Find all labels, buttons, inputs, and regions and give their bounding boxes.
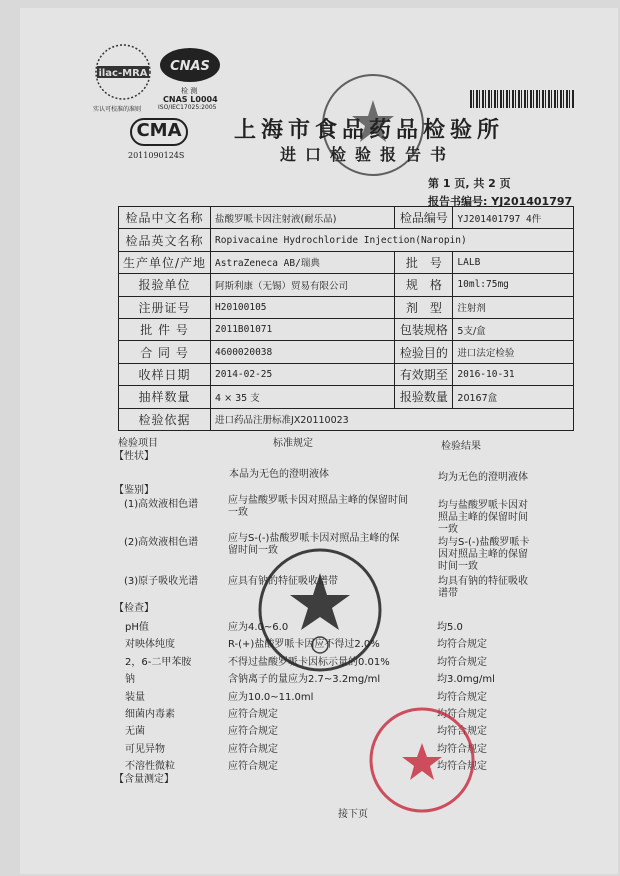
value: 20167盒	[453, 386, 574, 408]
test-item: 装量	[125, 691, 145, 703]
appearance-standard: 本品为无色的澄明液体	[229, 469, 329, 480]
value: 10ml:75mg	[453, 274, 574, 296]
test-res: 均符合规定	[437, 691, 487, 703]
value: 进口药品注册标准JX20110023	[211, 408, 574, 430]
table-row	[119, 229, 574, 251]
test-item: 可见异物	[125, 743, 165, 755]
label: 规 格	[395, 274, 453, 296]
label: 报验单位	[119, 274, 211, 296]
test-res: 均3.0mg/ml	[437, 674, 495, 686]
section-appearance: 【性状】	[114, 451, 154, 462]
value: 盐酸罗哌卡因注射液(耐乐品)	[211, 207, 395, 229]
test-std: 应为10.0~11.0ml	[228, 691, 314, 703]
label: 检验依据	[119, 408, 211, 430]
value: 2014-02-25	[211, 363, 395, 385]
label: 生产单位/产地	[119, 251, 211, 273]
label: 检品英文名称	[119, 229, 211, 251]
sample-info-table	[118, 206, 574, 431]
test-item: 细菌内毒素	[125, 709, 175, 720]
test-std: 不得过盐酸罗哌卡因标示量的0.01%	[228, 656, 390, 668]
id-result: 均与S-(-)盐酸罗哌卡因对照品主峰的保留时间一致	[438, 537, 530, 572]
label: 有效期至	[395, 363, 453, 385]
value: 注射剂	[453, 296, 574, 318]
value: 进口法定检验	[453, 341, 574, 363]
cma-number: 2011090124S	[128, 151, 185, 160]
table-row	[119, 341, 574, 363]
col-standard-header: 标准规定	[273, 438, 313, 449]
table-row	[119, 363, 574, 385]
test-res: 均符合规定	[437, 761, 487, 773]
col-item-header: 检验项目	[118, 438, 158, 449]
table-row	[119, 408, 574, 430]
cnas-number: CNAS L0004	[163, 95, 218, 104]
continued-note: 接下页	[338, 809, 368, 820]
test-res: 均5.0	[437, 622, 463, 633]
table-row	[119, 251, 574, 273]
company-seal-black	[255, 545, 385, 675]
section-tests: 【检查】	[114, 603, 154, 614]
test-res: 均符合规定	[437, 726, 487, 738]
col-result-header: 检验结果	[441, 441, 481, 452]
test-std: 应符合规定	[228, 761, 278, 773]
page-info: 第 1 页, 共 2 页	[428, 177, 511, 190]
value: Ropivacaine Hydrochloride Injection(Naropin)	[211, 229, 574, 251]
ilac-caption: 实认可校准的准则	[93, 106, 142, 113]
svg-text:CNAS: CNAS	[170, 59, 210, 74]
value: H20100105	[211, 296, 395, 318]
label: 检验目的	[395, 341, 453, 363]
test-res: 均符合规定	[437, 639, 487, 651]
table-row	[119, 318, 574, 340]
value: 4600020038	[211, 341, 395, 363]
doc-title: 进口检验报告书	[280, 145, 456, 164]
value: YJ201401797 4件	[453, 207, 574, 229]
org-title: 上海市食品药品检验所	[234, 118, 505, 143]
value: 2011B01071	[211, 318, 395, 340]
table-row	[119, 296, 574, 318]
table-row	[119, 386, 574, 408]
table-row	[119, 274, 574, 296]
id-item: (1)高效液相色谱	[124, 499, 199, 510]
label: 合 同 号	[119, 341, 211, 363]
id-standard: 应与S-(-)盐酸罗哌卡因对照品主峰的保留时间一致	[228, 533, 400, 556]
label: 剂 型	[395, 296, 453, 318]
appearance-result: 均为无色的澄明液体	[438, 472, 528, 483]
report-number: 报告书编号: YJ201401797	[428, 195, 573, 208]
table-row	[119, 207, 574, 229]
label: 收样日期	[119, 363, 211, 385]
test-item: 无菌	[125, 726, 145, 738]
id-item: (3)原子吸收光谱	[124, 576, 199, 587]
value: 4 × 35 支	[211, 386, 395, 408]
test-std: 应为4.0~6.0	[228, 622, 289, 633]
id-item: (2)高效液相色谱	[124, 537, 199, 548]
value: 阿斯利康（无锡）贸易有限公司	[211, 274, 395, 296]
value: LALB	[453, 251, 574, 273]
test-std: R-(+)盐酸罗哌卡因应不得过2.0%	[228, 639, 380, 651]
svg-text:ilac-MRA: ilac-MRA	[98, 68, 148, 79]
section-identification: 【鉴别】	[114, 485, 154, 496]
label: 检品中文名称	[119, 207, 211, 229]
test-item: 钠	[125, 674, 135, 686]
test-item: 对映体纯度	[125, 639, 175, 651]
cnas-logo	[158, 46, 222, 84]
test-item: 2，6-二甲苯胺	[125, 656, 192, 668]
label: 抽样数量	[119, 386, 211, 408]
test-res: 均符合规定	[437, 709, 487, 720]
test-std: 应符合规定	[228, 743, 278, 755]
company-seal-red	[367, 705, 477, 815]
label: 报验数量	[395, 386, 453, 408]
test-item: 不溶性微粒	[125, 761, 175, 773]
label: 包装规格	[395, 318, 453, 340]
cma-logo: CMA	[130, 118, 188, 146]
ilac-mra-logo	[93, 42, 153, 102]
id-result: 均具有钠的特征吸收谱带	[438, 576, 528, 599]
label: 检品编号	[395, 207, 453, 229]
cnas-sub: 检 测	[181, 87, 198, 95]
id-standard: 应具有钠的特征吸收谱带	[228, 576, 338, 587]
label: 批 件 号	[119, 318, 211, 340]
section-assay: 【含量测定】	[114, 774, 174, 785]
test-res: 均符合规定	[437, 656, 487, 668]
iso-standard: ISO/IEC17025:2005	[158, 104, 217, 111]
label: 批 号	[395, 251, 453, 273]
id-result: 均与盐酸罗哌卡因对照品主峰的保留时间一致	[438, 500, 528, 535]
id-standard: 应与盐酸罗哌卡因对照品主峰的保留时间一致	[228, 495, 408, 518]
test-std: 应符合规定	[228, 709, 278, 720]
label: 注册证号	[119, 296, 211, 318]
test-std: 应符合规定	[228, 726, 278, 738]
test-std: 含钠离子的量应为2.7~3.2mg/ml	[228, 674, 381, 686]
value: 5支/盒	[453, 318, 574, 340]
test-item: pH值	[125, 622, 149, 633]
test-res: 均符合规定	[437, 743, 487, 755]
value: 2016-10-31	[453, 363, 574, 385]
value: AstraZeneca AB/瑞典	[211, 251, 395, 273]
barcode	[470, 90, 574, 108]
